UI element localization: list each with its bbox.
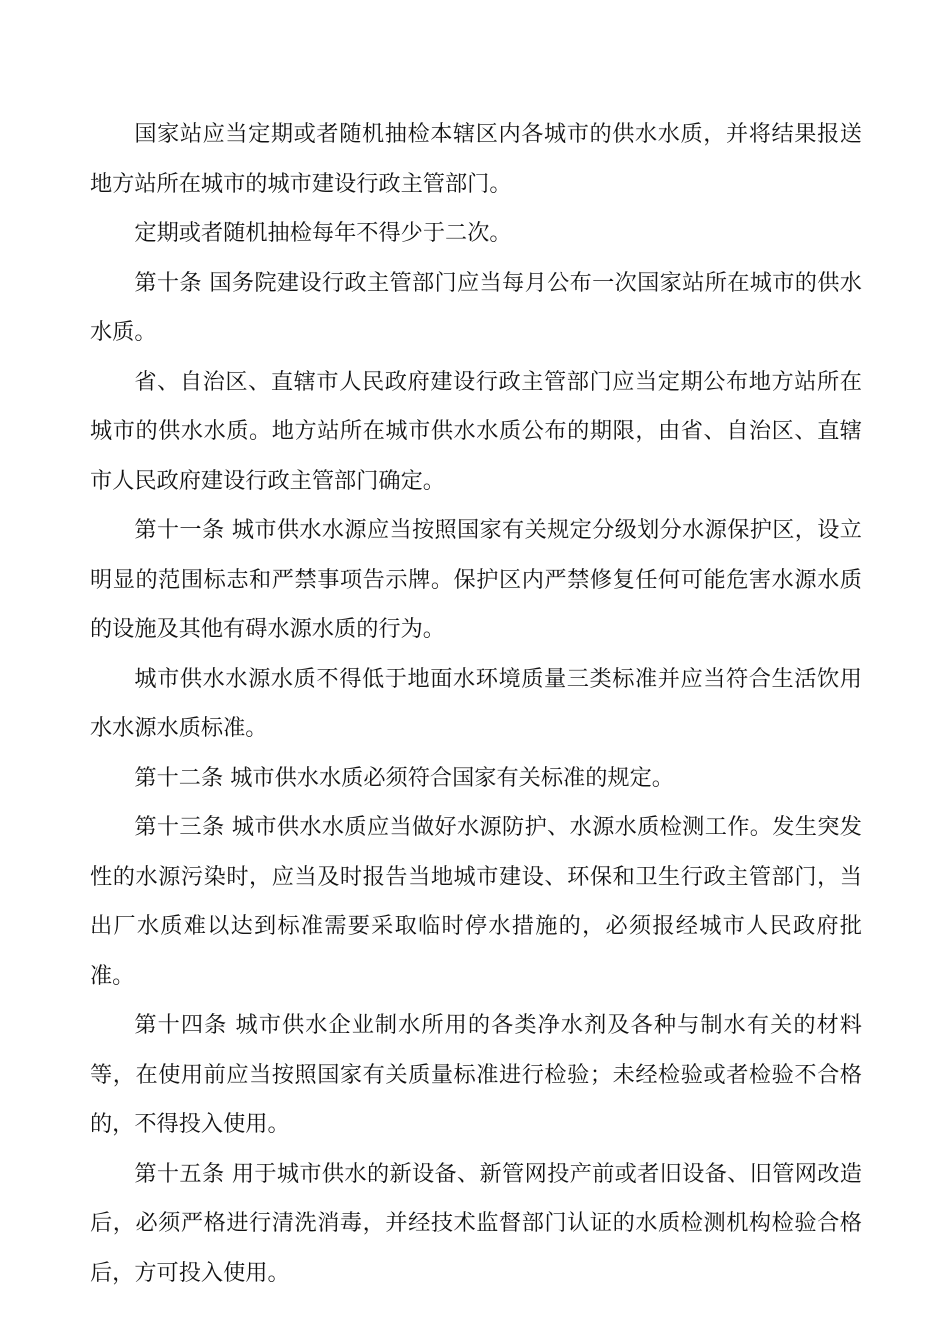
article-10: 第十条 国务院建设行政主管部门应当每月公布一次国家站所在城市的供水水质。 (90, 269, 862, 345)
article-13: 第十三条 城市供水水质应当做好水源防护、水源水质检测工作。发生突发性的水源污染时，应当及时报告当地城市建设、环保和卫生行政主管部门，当出厂水质难以达到标准需要采取临时停水措施的，必须报经城市人民政府批准。 (90, 814, 862, 989)
paragraph: 省、自治区、直辖市人民政府建设行政主管部门应当定期公布地方站所在城市的供水水质。地方站所在城市供水水质公布的期限，由省、自治区、直辖市人民政府建设行政主管部门确定。 (90, 368, 862, 494)
article-14: 第十四条 城市供水企业制水所用的各类净水剂及各种与制水有关的材料等，在使用前应当按照国家有关质量标准进行检验；未经检验或者检验不合格的，不得投入使用。 (90, 1012, 862, 1137)
paragraph: 定期或者随机抽检每年不得少于二次。 (134, 220, 512, 246)
article-11: 第十一条 城市供水水源应当按照国家有关规定分级划分水源保护区，设立明显的范围标志和严禁事项告示牌。保护区内严禁修复任何可能危害水源水质的设施及其他有碍水源水质的行为。 (90, 517, 862, 642)
paragraph: 城市供水水源水质不得低于地面水环境质量三类标准并应当符合生活饮用水水源水质标准。 (90, 665, 862, 741)
article-15: 第十五条 用于城市供水的新设备、新管网投产前或者旧设备、旧管网改造后，必须严格进行清洗消毒，并经技术监督部门认证的水质检测机构检验合格后，方可投入使用。 (90, 1160, 862, 1286)
document-body (90, 110, 862, 1298)
paragraph: 国家站应当定期或者随机抽检本辖区内各城市的供水水质，并将结果报送地方站所在城市的城市建设行政主管部门。 (90, 121, 862, 197)
article-12: 第十二条 城市供水水质必须符合国家有关标准的规定。 (134, 764, 674, 791)
